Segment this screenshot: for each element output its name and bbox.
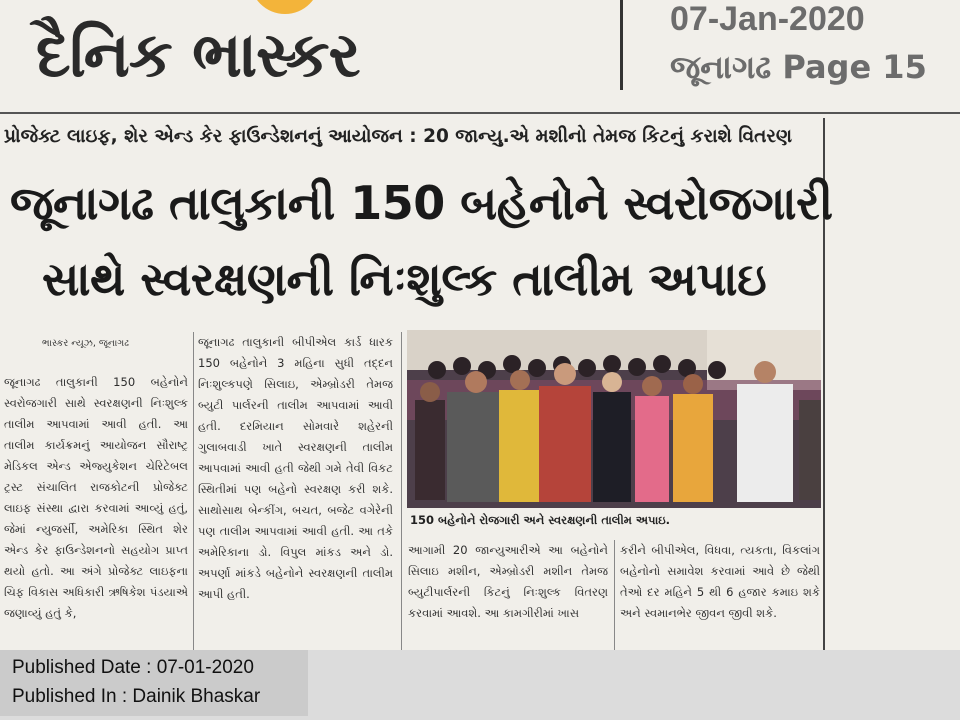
headline-line-2: સાથે સ્વરક્ષણની નિઃશુલ્ક તાલીમ અપાઇ bbox=[42, 252, 767, 306]
column-divider bbox=[401, 332, 402, 650]
masthead: દૈનિક ભાસ્કર bbox=[36, 18, 360, 91]
sun-logo-icon bbox=[250, 0, 320, 14]
article-column-1: જૂનાગઢ તાલુકાની 150 બહેનોને સ્વરોજગારી સાથે સ્વરક્ષણની નિઃશુલ્ક તાલીમ આપવામાં આવી હતી. આ તાલીમ કાર્યક્રમનું આયોજન સૌરાષ્ટ્ર મેડિકલ એન્ડ એજ્યુકેશન ચેરિટેબલ ટ્રસ્ટ સંચાલિત રાજકોટની પ્રોજેક્ટ લાઇફ સંસ્થા દ્વારા કરવામાં આવ્યું હતું, જેમાં ન્યુજર્સી, અમેરિકા સ્થિત શેર એન્ડ કેર ફાઉન્ડેશનનો સહયોગ પ્રાપ્ત થયો હતો. આ અંગે પ્રોજેક્ટ લાઇફના ચિફ વિકાસ અધિકારી ઋષિકેશ પંડયાએ જણાવ્યું હતું કે, bbox=[4, 375, 188, 620]
byline: ભાસ્કર ન્યૂઝ, જૂનાગઢ bbox=[42, 338, 129, 349]
published-date: Published Date : 07-01-2020 bbox=[12, 657, 254, 678]
headline-line-1: જૂનાગઢ તાલુકાની 150 બહેનોને સ્વરોજગારી bbox=[10, 176, 833, 230]
article-column-4: કરીને બીપીએલ, વિધવા, ત્યકતા, વિકલાંગ બહેનોનો સમાવેશ કરવામાં આવે છે જેથી તેઓ દર મહિને 5 થી 6 હજાર કમાઇ શકે અને સ્વમાનભેર જીવન જીવી શકે. bbox=[620, 543, 820, 620]
photo-caption: 150 બહેનોને રોજગારી અને સ્વરક્ષણની તાલીમ અપાઇ. bbox=[410, 513, 671, 527]
article-column-2: જૂનાગઢ તાલુકાની બીપીએલ કાર્ડ ધારક 150 બહેનોને 3 મહિના સુધી તદ્દન નિઃશુલ્કપણે સિલાઇ, એમ્બ્રોડરી તેમજ બ્યુટી પાર્લરની તાલીમ આપવામાં આવી હતી. દરમિયાન સોમવારે શહેરની ગુલાબવાડી ખાતે સ્વરક્ષણની તાલીમ આપવામાં આવી હતી જેથી ગમે તેવી વિકટ સ્થિતીમાં પણ બહેનો સ્વરક્ષણ કરી શકે. સાથોસાથ બેન્કીંગ, બચત, બજેટ વગેરેની પણ તાલીમ આપવામાં આવી હતી. આ તકે અમેરિકાના ડો. વિપુલ માંકડ અને ડો. અપર્ણા માંકડે બહેનોને સ્વરક્ષણની તાલીમ આપી હતી. bbox=[198, 335, 393, 601]
column-divider bbox=[614, 540, 615, 650]
edition-place bbox=[670, 48, 927, 87]
edition-date: 07-Jan-2020 bbox=[670, 0, 865, 38]
edition-city: જૂનાગઢ bbox=[670, 48, 772, 86]
page-number: Page 15 bbox=[782, 48, 927, 86]
header-rule bbox=[0, 112, 960, 114]
group-photo bbox=[407, 330, 821, 508]
column-divider bbox=[193, 332, 194, 650]
article-column-3: આગામી 20 જાન્યુઆરીએ આ બહેનોને સિલાઇ મશીન, એમ્બ્રોડરી મશીન તેમજ બ્યુટીપાર્લરની કિટનું નિઃશુલ્ક વિતરણ કરવામાં આવશે. આ કામગીરીમાં ખાસ bbox=[408, 543, 608, 620]
article-kicker: પ્રોજેક્ટ લાઇફ, શેર એન્ડ કેર ફાઉન્ડેશનનું આયોજન : 20 જાન્યુ.એ મશીનો તેમજ કિટનું કરાશે વિતરણ bbox=[4, 126, 793, 147]
masthead-divider bbox=[620, 0, 623, 90]
published-in: Published In : Dainik Bhaskar bbox=[12, 686, 261, 707]
publication-info-box bbox=[0, 650, 308, 716]
group-photo-image bbox=[407, 330, 821, 508]
